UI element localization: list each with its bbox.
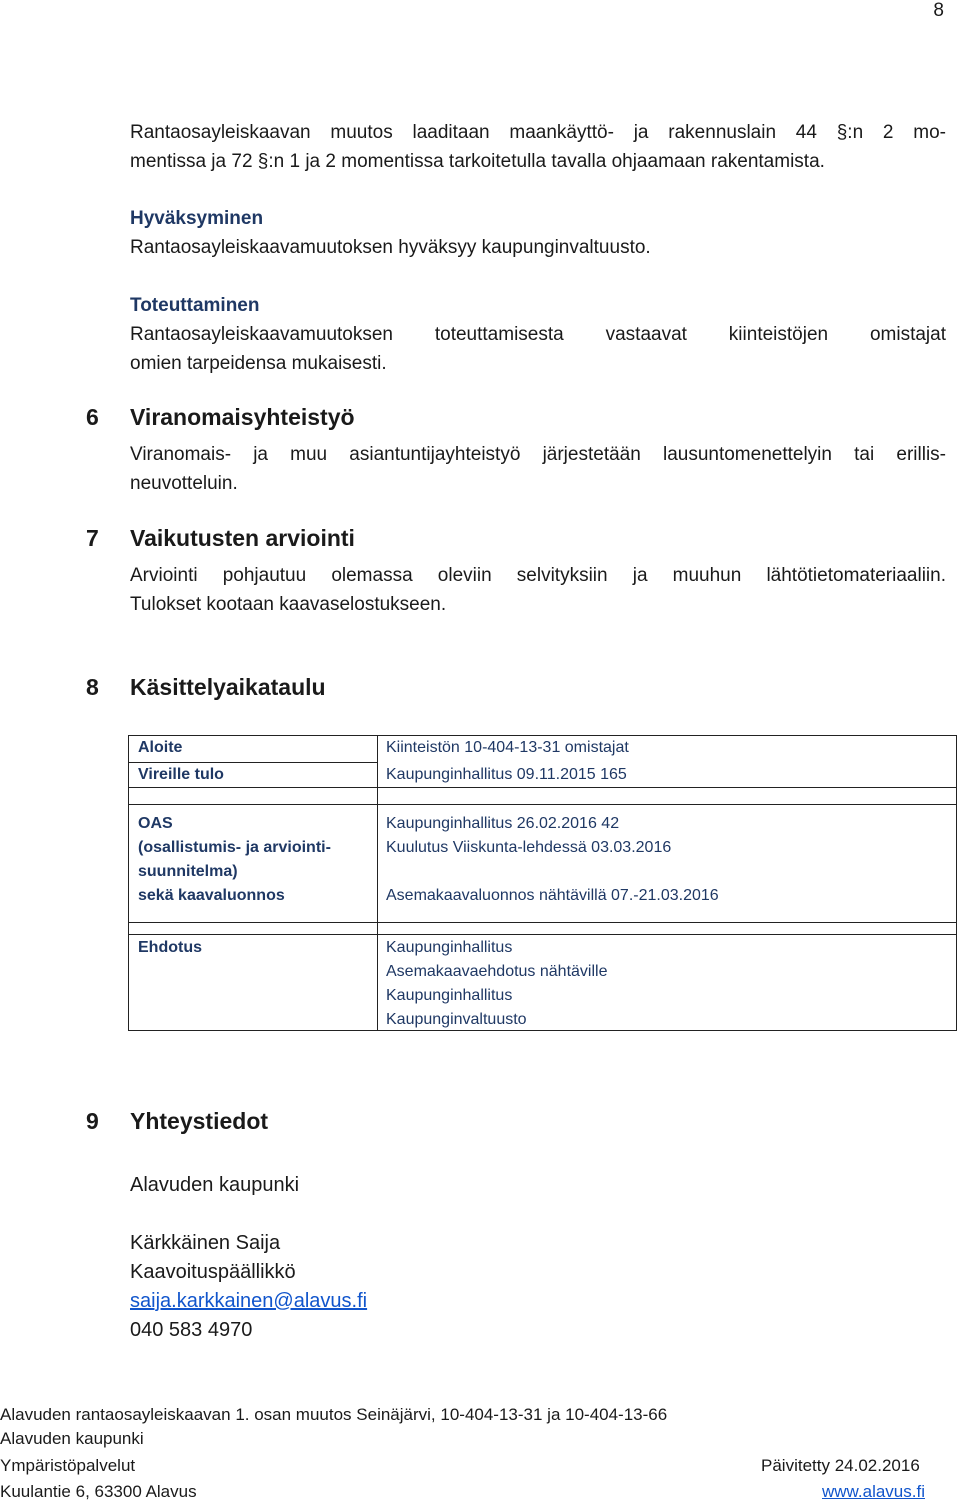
table-row-aloite-value: Kiinteistön 10-404-13-31 omistajat xyxy=(386,739,629,756)
footer-website-link[interactable]: www.alavus.fi xyxy=(822,1482,925,1501)
toteuttaminen-line-2: omien tarpeidensa mukaisesti. xyxy=(130,353,387,374)
oas-label-line-3: suunnitelma) xyxy=(138,863,238,880)
contact-name: Kärkkäinen Saija xyxy=(130,1232,281,1254)
oas-value-line-1: Kaupunginhallitus 26.02.2016 42 xyxy=(386,815,620,832)
intro-line-2: mentissa ja 72 §:n 1 ja 2 momentissa tarkoitetulla tavalla ohjaamaan rakentamista. xyxy=(130,151,825,172)
hyvaksyminen-text: Rantaosayleiskaavamuutoksen hyväksyy kaupunginvaltuusto. xyxy=(130,237,651,258)
table-row-divider-5 xyxy=(128,934,957,935)
section-6-line-1: Viranomais- ja muu asiantuntijayhteistyö järjestetään lausuntomenettelyin tai erillis- xyxy=(130,444,946,465)
section-8-title: Käsittelyaikataulu xyxy=(130,674,326,700)
table-column-divider xyxy=(377,735,378,1031)
table-row-divider-3 xyxy=(128,804,957,805)
table-border-left xyxy=(128,735,129,1031)
section-7-line-1: Arviointi pohjautuu olemassa oleviin selvityksiin ja muuhun lähtötietomateriaaliin. xyxy=(130,565,946,586)
toteuttaminen-paragraph xyxy=(130,320,946,378)
section-6-number: 6 xyxy=(86,404,99,430)
oas-label-line-4: sekä kaavaluonnos xyxy=(138,887,285,904)
table-row-divider-4 xyxy=(128,922,957,923)
ehdotus-value-line-2: Asemakaavaehdotus nähtäville xyxy=(386,963,608,980)
toteuttaminen-heading: Toteuttaminen xyxy=(130,295,260,316)
section-7-line-2: Tulokset kootaan kaavaselostukseen. xyxy=(130,594,447,615)
ehdotus-value-line-3: Kaupunginhallitus xyxy=(386,987,513,1004)
intro-paragraph xyxy=(130,118,946,176)
section-6-title: Viranomaisyhteistyö xyxy=(130,404,355,430)
table-row-aloite-label: Aloite xyxy=(138,739,183,756)
oas-label-line-2: (osallistumis- ja arviointi- xyxy=(138,839,331,856)
table-row-divider-2 xyxy=(128,787,957,788)
section-7-title: Vaikutusten arviointi xyxy=(130,525,355,551)
table-row-vireille-value: Kaupunginhallitus 09.11.2015 165 xyxy=(386,766,627,783)
oas-value-line-3: Asemakaavaluonnos nähtävillä 07.-21.03.2016 xyxy=(386,887,719,904)
contact-email-link[interactable]: saija.karkkainen@alavus.fi xyxy=(130,1290,368,1312)
section-6-paragraph xyxy=(130,440,946,498)
table-row-oas-value xyxy=(386,812,719,908)
section-7-paragraph xyxy=(130,561,946,619)
contact-role: Kaavoituspäällikkö xyxy=(130,1261,296,1283)
footer-updated-date: Päivitetty 24.02.2016 xyxy=(761,1456,920,1475)
footer-organization: Alavuden kaupunki xyxy=(0,1429,144,1448)
page-number: 8 xyxy=(933,0,944,21)
section-9-number: 9 xyxy=(86,1108,99,1134)
ehdotus-value-line-4: Kaupunginvaltuusto xyxy=(386,1011,527,1028)
section-9-title: Yhteystiedot xyxy=(130,1108,269,1134)
toteuttaminen-line-1: Rantaosayleiskaavamuutoksen toteuttamisesta vastaavat kiinteistöjen omistajat xyxy=(130,324,946,345)
section-6-line-2: neuvotteluin. xyxy=(130,473,238,494)
footer-address: Kuulantie 6, 63300 Alavus xyxy=(0,1482,197,1501)
table-border-right xyxy=(956,735,957,1031)
oas-value-spacer xyxy=(386,860,719,884)
contact-phone: 040 583 4970 xyxy=(130,1319,253,1341)
table-row-oas-label xyxy=(138,812,331,908)
ehdotus-value-line-1: Kaupunginhallitus xyxy=(386,939,513,956)
section-8-number: 8 xyxy=(86,674,99,700)
section-7-number: 7 xyxy=(86,525,99,551)
table-row-ehdotus-value xyxy=(386,936,607,1032)
table-row-ehdotus-label: Ehdotus xyxy=(138,939,202,956)
hyvaksyminen-heading: Hyväksyminen xyxy=(130,208,264,229)
intro-line-1: Rantaosayleiskaavan muutos laaditaan maankäyttö- ja rakennuslain 44 §:n 2 mo- xyxy=(130,122,946,143)
oas-label-line-1: OAS xyxy=(138,815,173,832)
contact-organization: Alavuden kaupunki xyxy=(130,1174,300,1196)
footer-document-title: Alavuden rantaosayleiskaavan 1. osan muutos Seinäjärvi, 10-404-13-31 ja 10-404-13-66 xyxy=(0,1405,668,1424)
oas-value-line-2: Kuulutus Viiskunta-lehdessä 03.03.2016 xyxy=(386,839,672,856)
table-row-vireille-label: Vireille tulo xyxy=(138,766,224,783)
footer-department: Ympäristöpalvelut xyxy=(0,1456,136,1475)
